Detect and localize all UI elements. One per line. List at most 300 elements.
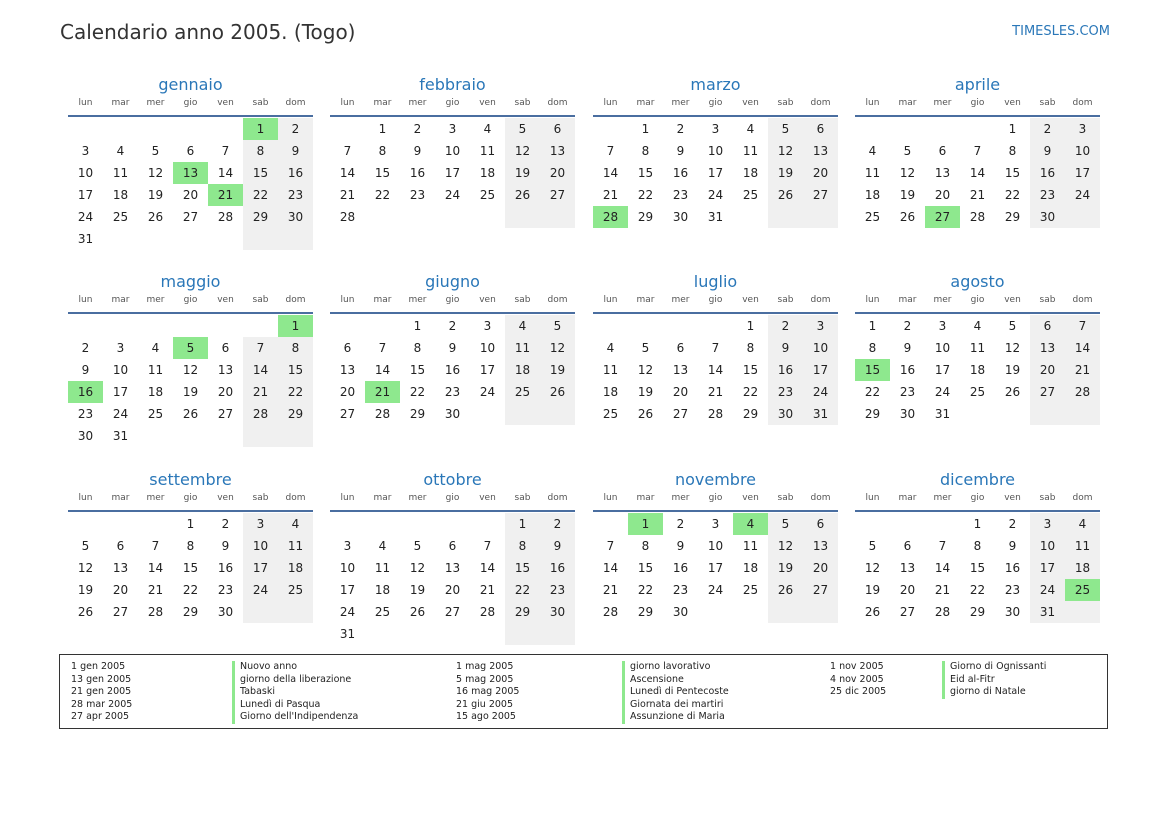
weekday-label: ven: [742, 98, 759, 108]
day-cell: 17: [77, 188, 94, 202]
day-cell: 18: [742, 166, 759, 180]
day-cell: 21: [147, 583, 164, 597]
day-cell: 17: [243, 557, 278, 579]
day-cell: 7: [938, 539, 947, 553]
day-cell: 25: [864, 210, 881, 224]
day-cell: 6: [676, 341, 685, 355]
weekday-header: [855, 493, 1100, 507]
day-cell: 5: [868, 539, 877, 553]
day-cell: 30: [768, 403, 803, 425]
day-cell: 23: [1004, 583, 1021, 597]
day-cell: 17: [934, 363, 951, 377]
weekday-label: dom: [285, 493, 306, 503]
day-cell: 22: [1004, 188, 1021, 202]
day-cell: 25: [969, 385, 986, 399]
legend-holiday-name: Tabaski: [240, 686, 275, 697]
day-cell: 12: [540, 337, 575, 359]
day-cell: 19: [147, 188, 164, 202]
day-cell: 7: [221, 144, 230, 158]
weekday-label: gio: [708, 98, 723, 108]
day-cell: 3: [483, 319, 492, 333]
day-cell: 15: [1004, 166, 1021, 180]
day-cell: 20: [672, 385, 689, 399]
header-rule: [330, 115, 575, 117]
empty-cell: [103, 118, 138, 140]
day-cell: 20: [540, 162, 575, 184]
day-cell: 31: [707, 210, 724, 224]
empty-cell: [400, 513, 435, 535]
legend-holiday-name: Ascensione: [630, 673, 684, 685]
day-cell: 27: [112, 605, 129, 619]
day-cell: 22: [742, 385, 759, 399]
month-title: novembre: [674, 470, 757, 489]
holiday-day-cell: 21: [208, 184, 243, 206]
weekday-label: mar: [898, 493, 917, 503]
day-cell: 20: [444, 583, 461, 597]
legend-date: 27 apr 2005: [71, 711, 130, 722]
legend-holiday-name: giorno lavorativo: [630, 661, 711, 672]
holiday-day-cell: 15: [855, 359, 890, 381]
day-cell: 13: [339, 363, 356, 377]
day-cell: 18: [374, 583, 391, 597]
day-cell: 24: [707, 583, 724, 597]
weekday-label: dom: [285, 98, 306, 108]
weekday-header: [68, 295, 313, 309]
day-cell: 5: [413, 539, 422, 553]
day-cell: 2: [221, 517, 230, 531]
day-grid: [68, 513, 313, 623]
day-cell: 14: [479, 561, 496, 575]
day-cell: 22: [637, 188, 654, 202]
empty-cell: [243, 425, 278, 447]
day-cell: 4: [278, 513, 313, 535]
day-cell: 19: [768, 162, 803, 184]
legend-date: 16 mag 2005: [456, 686, 520, 697]
day-cell: 4: [973, 319, 982, 333]
day-cell: 3: [711, 517, 720, 531]
day-cell: 3: [938, 319, 947, 333]
weekday-label: lun: [340, 98, 355, 108]
day-cell: 10: [444, 144, 461, 158]
weekday-label: sab: [777, 493, 794, 503]
empty-cell: [278, 601, 313, 623]
month-title: ottobre: [423, 470, 482, 489]
month-ottobre: [330, 467, 575, 645]
empty-cell: [628, 315, 663, 337]
weekday-label: mer: [671, 98, 690, 108]
day-cell: 3: [81, 144, 90, 158]
day-cell: 24: [243, 579, 278, 601]
day-cell: 27: [540, 184, 575, 206]
day-grid: [330, 315, 575, 425]
day-cell: 19: [768, 557, 803, 579]
month-title: marzo: [690, 75, 741, 94]
weekday-label: lun: [78, 295, 93, 305]
empty-cell: [173, 118, 208, 140]
legend-holiday-name: Giorno di Ognissanti: [950, 661, 1047, 672]
weekday-label: ven: [1004, 98, 1021, 108]
day-cell: 23: [77, 407, 94, 421]
day-cell: 8: [505, 535, 540, 557]
day-cell: 9: [278, 140, 313, 162]
weekday-label: ven: [479, 493, 496, 503]
day-cell: 2: [1030, 118, 1065, 140]
weekday-label: mar: [636, 98, 655, 108]
day-cell: 6: [116, 539, 125, 553]
day-cell: 29: [243, 206, 278, 228]
header-rule: [855, 312, 1100, 314]
day-cell: 12: [147, 166, 164, 180]
day-cell: 26: [768, 579, 803, 601]
empty-cell: [855, 118, 890, 140]
day-grid: [68, 315, 313, 447]
month-title: febbraio: [419, 75, 486, 94]
header-rule: [593, 312, 838, 314]
day-cell: 1: [641, 122, 650, 136]
day-cell: 15: [409, 363, 426, 377]
day-cell: 30: [217, 605, 234, 619]
day-cell: 5: [768, 513, 803, 535]
day-cell: 24: [1065, 184, 1100, 206]
day-cell: 29: [637, 605, 654, 619]
day-cell: 17: [479, 363, 496, 377]
day-cell: 4: [746, 122, 755, 136]
day-cell: 27: [803, 184, 838, 206]
day-cell: 17: [707, 166, 724, 180]
day-cell: 9: [221, 539, 230, 553]
day-cell: 2: [540, 513, 575, 535]
empty-cell: [470, 206, 505, 228]
day-cell: 16: [540, 557, 575, 579]
empty-cell: [365, 206, 400, 228]
weekday-label: mar: [636, 493, 655, 503]
day-cell: 9: [540, 535, 575, 557]
weekday-label: mer: [146, 295, 165, 305]
empty-cell: [540, 403, 575, 425]
day-cell: 4: [1065, 513, 1100, 535]
holiday-day-cell: 1: [278, 315, 313, 337]
day-cell: 11: [278, 535, 313, 557]
legend-date: 21 giu 2005: [456, 698, 513, 710]
empty-cell: [593, 315, 628, 337]
day-cell: 5: [1008, 319, 1017, 333]
legend-holiday-name: Eid al-Fitr: [950, 673, 995, 685]
weekday-header: [593, 493, 838, 507]
month-marzo: [593, 72, 838, 228]
day-cell: 27: [217, 407, 234, 421]
day-grid: [593, 118, 838, 228]
day-cell: 24: [444, 188, 461, 202]
empty-cell: [733, 206, 768, 228]
day-cell: 23: [409, 188, 426, 202]
header-rule: [68, 115, 313, 117]
day-cell: 31: [1030, 601, 1065, 623]
day-cell: 11: [1065, 535, 1100, 557]
weekday-label: gio: [970, 295, 985, 305]
empty-cell: [698, 601, 733, 623]
legend-date: 15 ago 2005: [456, 711, 516, 722]
day-cell: 11: [864, 166, 881, 180]
weekday-label: mar: [111, 295, 130, 305]
day-cell: 5: [641, 341, 650, 355]
empty-cell: [138, 315, 173, 337]
day-cell: 4: [378, 539, 387, 553]
empty-cell: [768, 206, 803, 228]
day-cell: 26: [147, 210, 164, 224]
day-cell: 21: [707, 385, 724, 399]
day-grid: [330, 513, 575, 645]
day-cell: 14: [217, 166, 234, 180]
day-cell: 11: [742, 539, 759, 553]
day-cell: 27: [444, 605, 461, 619]
day-cell: 2: [448, 319, 457, 333]
day-cell: 31: [803, 403, 838, 425]
day-cell: 30: [899, 407, 916, 421]
weekday-header: [593, 295, 838, 309]
weekday-label: ven: [1004, 295, 1021, 305]
day-cell: 13: [899, 561, 916, 575]
day-cell: 21: [339, 188, 356, 202]
empty-cell: [505, 206, 540, 228]
weekday-label: mer: [408, 295, 427, 305]
weekday-header: [593, 98, 838, 112]
day-cell: 20: [934, 188, 951, 202]
day-cell: 22: [182, 583, 199, 597]
day-cell: 26: [77, 605, 94, 619]
day-cell: 24: [707, 188, 724, 202]
day-cell: 7: [606, 539, 615, 553]
day-cell: 4: [151, 341, 160, 355]
day-cell: 31: [934, 407, 951, 421]
day-cell: 18: [479, 166, 496, 180]
day-cell: 19: [637, 385, 654, 399]
weekday-label: mer: [408, 493, 427, 503]
day-cell: 31: [112, 429, 129, 443]
day-cell: 21: [1065, 359, 1100, 381]
empty-cell: [278, 228, 313, 250]
weekday-label: mar: [898, 98, 917, 108]
weekday-label: gio: [445, 98, 460, 108]
day-cell: 7: [606, 144, 615, 158]
empty-cell: [593, 118, 628, 140]
day-cell: 29: [409, 407, 426, 421]
day-cell: 5: [540, 315, 575, 337]
empty-cell: [208, 118, 243, 140]
day-cell: 27: [672, 407, 689, 421]
month-title: settembre: [149, 470, 232, 489]
weekday-header: [330, 295, 575, 309]
day-cell: 9: [448, 341, 457, 355]
day-cell: 20: [803, 162, 838, 184]
day-cell: 3: [116, 341, 125, 355]
month-title: gennaio: [158, 75, 223, 94]
day-cell: 4: [116, 144, 125, 158]
holiday-day-cell: 4: [733, 513, 768, 535]
day-cell: 17: [803, 359, 838, 381]
day-cell: 4: [505, 315, 540, 337]
empty-cell: [995, 403, 1030, 425]
day-cell: 1: [186, 517, 195, 531]
day-cell: 17: [444, 166, 461, 180]
empty-cell: [243, 601, 278, 623]
day-cell: 12: [899, 166, 916, 180]
header-rule: [855, 115, 1100, 117]
day-cell: 8: [413, 341, 422, 355]
legend-dates-col-3: [830, 661, 886, 699]
day-cell: 3: [711, 122, 720, 136]
day-cell: 24: [479, 385, 496, 399]
day-cell: 15: [243, 162, 278, 184]
day-cell: 7: [378, 341, 387, 355]
day-cell: 22: [864, 385, 881, 399]
day-cell: 3: [1030, 513, 1065, 535]
header-rule: [68, 510, 313, 512]
day-cell: 13: [112, 561, 129, 575]
day-cell: 11: [742, 144, 759, 158]
day-cell: 31: [339, 627, 356, 641]
day-cell: 11: [969, 341, 986, 355]
day-cell: 5: [151, 144, 160, 158]
day-cell: 2: [413, 122, 422, 136]
day-cell: 16: [278, 162, 313, 184]
month-aprile: [855, 72, 1100, 228]
day-cell: 2: [768, 315, 803, 337]
empty-cell: [365, 623, 400, 645]
day-cell: 14: [147, 561, 164, 575]
day-cell: 16: [409, 166, 426, 180]
day-cell: 19: [77, 583, 94, 597]
day-cell: 10: [1030, 535, 1065, 557]
day-cell: 19: [540, 359, 575, 381]
weekday-label: mar: [111, 493, 130, 503]
empty-cell: [365, 315, 400, 337]
weekday-label: dom: [1072, 493, 1093, 503]
weekday-label: sab: [777, 295, 794, 305]
day-cell: 23: [672, 188, 689, 202]
holiday-day-cell: 27: [925, 206, 960, 228]
weekday-label: mar: [111, 98, 130, 108]
month-dicembre: [855, 467, 1100, 623]
day-cell: 3: [343, 539, 352, 553]
day-cell: 16: [768, 359, 803, 381]
day-cell: 14: [243, 359, 278, 381]
day-cell: 9: [81, 363, 90, 377]
day-cell: 5: [81, 539, 90, 553]
empty-cell: [173, 315, 208, 337]
day-cell: 30: [540, 601, 575, 623]
day-cell: 14: [602, 561, 619, 575]
holiday-day-cell: 16: [68, 381, 103, 403]
legend-names-col-2: [622, 661, 729, 724]
day-cell: 15: [637, 561, 654, 575]
empty-cell: [663, 315, 698, 337]
day-cell: 13: [934, 166, 951, 180]
day-cell: 17: [707, 561, 724, 575]
weekday-label: ven: [742, 493, 759, 503]
legend-holiday-name: giorno di Natale: [950, 686, 1026, 697]
day-cell: 8: [746, 341, 755, 355]
day-cell: 6: [540, 118, 575, 140]
day-cell: 18: [278, 557, 313, 579]
day-cell: 19: [182, 385, 199, 399]
weekday-label: mer: [933, 98, 952, 108]
day-cell: 25: [602, 407, 619, 421]
day-cell: 6: [221, 341, 230, 355]
day-cell: 8: [243, 140, 278, 162]
day-cell: 22: [243, 184, 278, 206]
day-cell: 21: [602, 583, 619, 597]
holiday-day-cell: 1: [628, 513, 663, 535]
day-cell: 12: [182, 363, 199, 377]
empty-cell: [733, 601, 768, 623]
day-cell: 16: [217, 561, 234, 575]
month-title: aprile: [954, 75, 1001, 94]
weekday-header: [330, 98, 575, 112]
day-cell: 9: [768, 337, 803, 359]
weekday-label: mer: [146, 493, 165, 503]
day-cell: 8: [973, 539, 982, 553]
legend-names-col-1: [232, 661, 358, 724]
day-cell: 30: [1004, 605, 1021, 619]
day-cell: 27: [899, 605, 916, 619]
day-cell: 22: [374, 188, 391, 202]
weekday-label: gio: [183, 493, 198, 503]
day-cell: 30: [444, 407, 461, 421]
day-cell: 30: [77, 429, 94, 443]
weekday-label: dom: [547, 493, 568, 503]
legend-holiday-name: Nuovo anno: [240, 661, 298, 672]
day-cell: 15: [969, 561, 986, 575]
weekday-header: [855, 98, 1100, 112]
day-cell: 3: [448, 122, 457, 136]
empty-cell: [890, 513, 925, 535]
empty-cell: [330, 118, 365, 140]
day-cell: 9: [1008, 539, 1017, 553]
empty-cell: [138, 513, 173, 535]
empty-cell: [68, 513, 103, 535]
day-cell: 9: [676, 144, 685, 158]
day-cell: 12: [409, 561, 426, 575]
day-cell: 15: [637, 166, 654, 180]
day-cell: 14: [374, 363, 391, 377]
site-link[interactable]: TIMESLES.COM: [1012, 24, 1110, 39]
weekday-label: gio: [183, 295, 198, 305]
day-cell: 3: [243, 513, 278, 535]
day-cell: 8: [641, 539, 650, 553]
day-cell: 28: [479, 605, 496, 619]
day-cell: 26: [1004, 385, 1021, 399]
day-cell: 11: [505, 337, 540, 359]
month-giugno: [330, 269, 575, 425]
legend-holiday-name: Assunzione di Maria: [630, 711, 725, 722]
day-cell: 20: [339, 385, 356, 399]
empty-cell: [138, 118, 173, 140]
day-cell: 10: [1065, 140, 1100, 162]
weekday-label: ven: [217, 295, 234, 305]
day-cell: 21: [243, 381, 278, 403]
day-cell: 8: [378, 144, 387, 158]
day-cell: 22: [505, 579, 540, 601]
header-rule: [68, 312, 313, 314]
day-cell: 13: [672, 363, 689, 377]
day-cell: 2: [903, 319, 912, 333]
day-cell: 13: [444, 561, 461, 575]
weekday-label: mer: [933, 295, 952, 305]
day-cell: 18: [969, 363, 986, 377]
day-grid: [593, 315, 838, 425]
empty-cell: [855, 513, 890, 535]
legend-dates-col-1: [71, 661, 132, 724]
